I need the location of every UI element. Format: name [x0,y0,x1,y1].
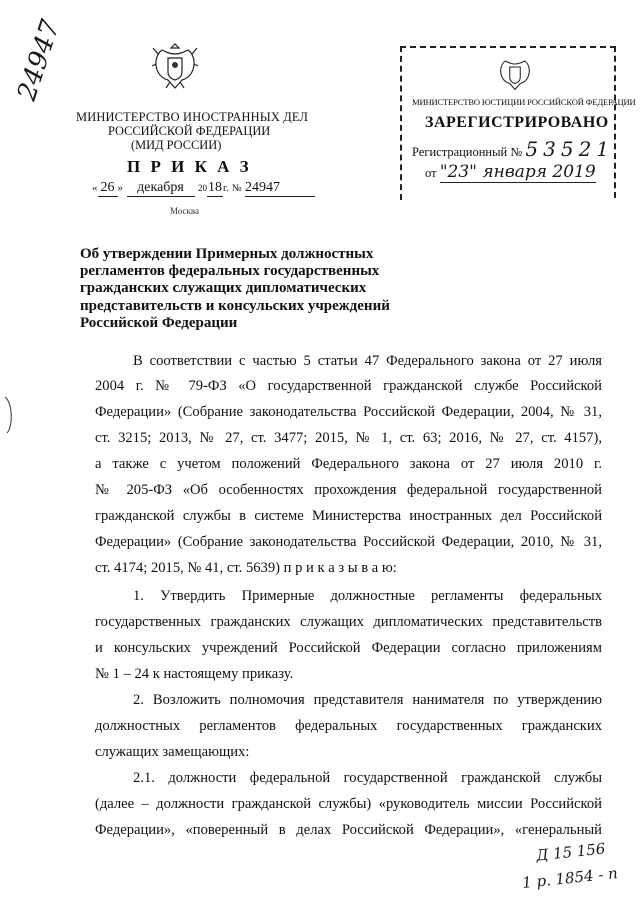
body-line: и консульских учреждений Российской Федерации согласно приложениям [95,640,602,656]
order-title-line-5: Российской Федерации [80,315,238,331]
body-line: ст. 4174; 2015, № 41, ст. 5639) п р и к а з ы в а ю: [95,560,397,576]
stamp-reg-number: 53521 [525,137,615,161]
body-line: (далее – должности гражданской службы) «руководитель миссии Российской [95,796,602,812]
stamp-registration-number-line [412,137,614,161]
ministry-name-line1: МИНИСТЕРСТВО ИНОСТРАННЫХ ДЕЛ [76,110,309,124]
ministry-name-line2: РОССИЙСКОЙ ФЕДЕРАЦИИ [108,124,271,138]
body-line: а также с учетом положений Федерального закона от 27 июля 2010 г. [95,456,602,472]
body-line: гражданской службы в системе Министерства иностранных дел Российской [95,508,602,524]
date-quote-open: « [92,182,98,194]
date-year-prefix: 20 [198,183,207,193]
margin-mark [2,395,16,435]
body-line: 2004 г. № 79-ФЗ «О государственной гражданской службе Российской [95,378,602,394]
ministry-name-line3: (МИД РОССИИ) [131,138,222,152]
body-line: Федерации», «поверенный в делах Российской Федерации», «генеральный [95,822,602,838]
body-line: № 1 – 24 к настоящему приказу. [95,666,294,682]
body-line: должностных регламентов федеральных государственных гражданских [95,718,602,734]
body-line: Федерации» (Собрание законодательства Российской Федерации, 2010, № 31, [95,534,602,550]
date-year-g: г. [223,183,229,194]
body-line: государственных гражданских служащих дипломатических представительств [95,614,602,630]
date-day: 26 [98,180,118,197]
body-line: 1. Утвердить Примерные должностные регламенты федеральных [133,588,602,604]
date-year-suffix: 18 [208,180,222,195]
coat-of-arms-emblem [150,38,200,94]
city-label: Москва [170,206,199,216]
order-title-line-3: гражданских служащих дипломатических [80,280,367,296]
handwritten-note-line1: Д 15 156 [535,839,607,865]
body-line: 2. Возложить полномочия представителя нанимателя по утверждению [133,692,602,708]
date-quote-close: » [117,182,123,194]
body-line: Федерации» (Собрание законодательства Российской Федерации, 2004, № 31, [95,404,602,420]
stamp-date-label: от [425,166,437,180]
stamp-emblem-icon [496,52,534,94]
order-title-line-2: регламентов федеральных государственных [80,263,380,279]
handwritten-number: 24947 [12,16,67,105]
order-title-line-4: представительств и консульских учреждений [80,298,390,314]
order-title-line-1: Об утверждении Примерных должностных [80,246,374,262]
order-date-number-line [92,180,315,200]
body-line: ст. 3215; 2013, № 27, ст. 3477; 2015, № 1, ст. 63; 2016, № 27, ст. 4157), [95,430,602,446]
stamp-date-line [425,162,596,182]
stamp-registered-label: ЗАРЕГИСТРИРОВАНО [425,114,609,131]
document-type-heading: П Р И К А З [127,157,252,176]
order-number-label: № [231,183,242,194]
date-month: декабря [127,180,195,197]
stamp-date-value: "23" января 2019 [439,162,596,182]
body-line: 2.1. должности федеральной государственной гражданской службы [133,770,602,786]
order-number-value: 24947 [245,180,315,197]
body-line: служащих замещающих: [95,744,250,760]
handwritten-note-line2: 1 р. 1854 - п [521,864,619,892]
body-line: № 205-ФЗ «Об особенностях прохождения федеральной государственной [95,482,602,498]
stamp-reg-label: Регистрационный № [412,145,523,159]
body-line: В соответствии с частью 5 статьи 47 Федерального закона от 27 июля [133,353,602,369]
stamp-right-border [614,46,616,198]
stamp-ministry-line: МИНИСТЕРСТВО ЮСТИЦИИ РОССИЙСКОЙ ФЕДЕРАЦИИ [412,97,636,107]
